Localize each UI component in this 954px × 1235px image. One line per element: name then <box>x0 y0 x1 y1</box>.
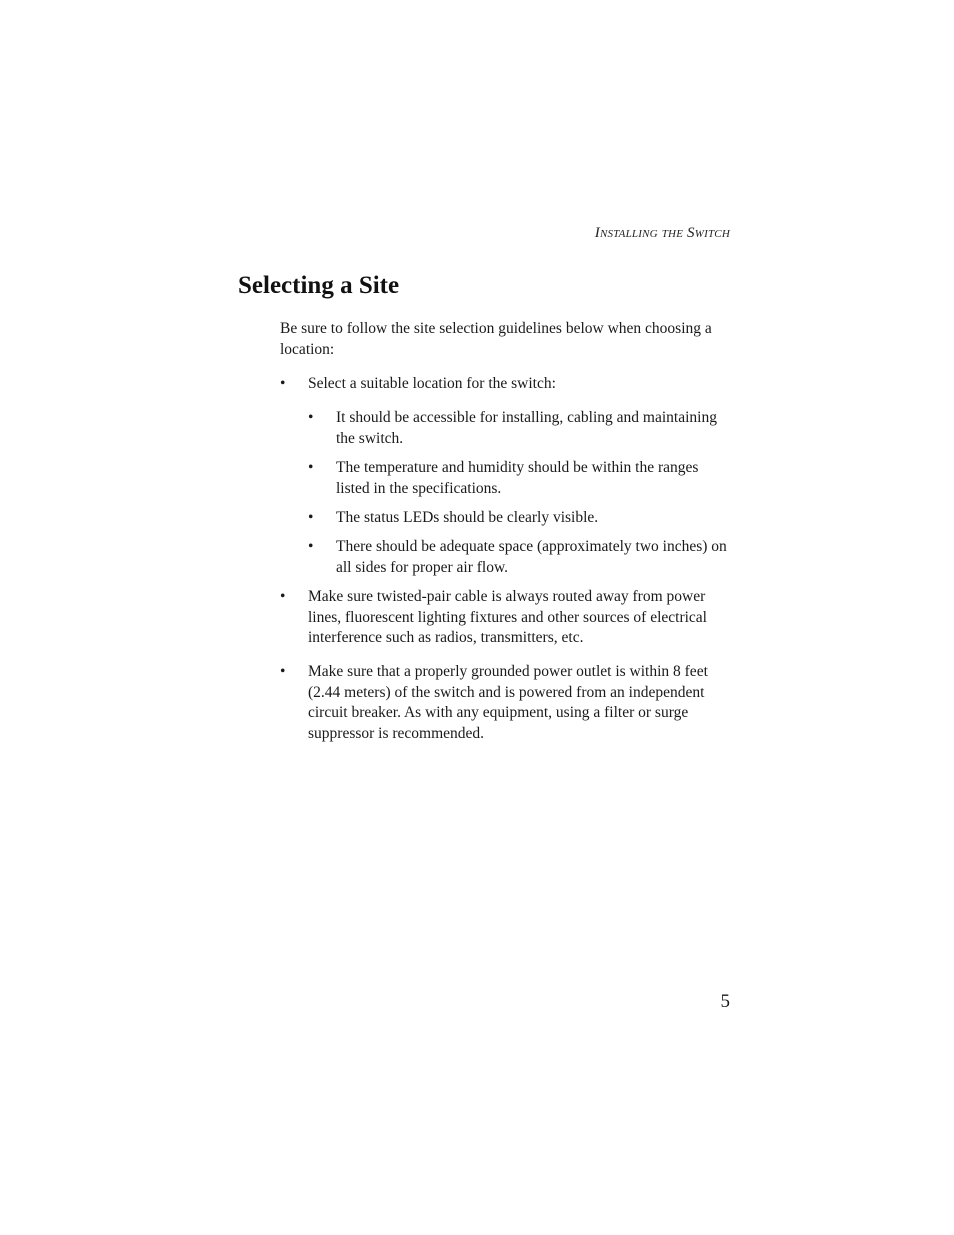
section-title: Selecting a Site <box>238 272 400 299</box>
sub-list-item-text: It should be accessible for installing, cabling and maintaining the switch. <box>336 409 717 447</box>
running-header: Installing the Switch <box>594 225 730 241</box>
bullet-marker: • <box>308 538 314 555</box>
sub-list-item-text: The temperature and humidity should be within the ranges listed in the specifications. <box>336 459 699 497</box>
bullet-marker: • <box>308 509 314 526</box>
page-number: 5 <box>720 991 730 1012</box>
sub-list-item <box>308 458 730 499</box>
bullet-marker: • <box>280 588 286 605</box>
sub-list-item <box>308 508 730 529</box>
sub-list-item <box>308 537 730 578</box>
intro-paragraph: Be sure to follow the site selection guidelines below when choosing a location: <box>280 320 712 358</box>
list-item <box>280 662 730 744</box>
bullet-marker: • <box>308 459 314 476</box>
list-item-text: Make sure twisted-pair cable is always routed away from power lines, fluorescent lighting fixtures and other sources of electrical interference such as radios, transmitters, etc. <box>308 588 707 646</box>
sub-list-item-text: There should be adequate space (approximately two inches) on all sides for proper air flow. <box>336 538 727 576</box>
sub-list-item-text: The status LEDs should be clearly visible. <box>336 509 599 526</box>
list-item-text: Make sure that a properly grounded power outlet is within 8 feet (2.44 meters) of the switch and is powered from an independent circuit breaker. As with any equipment, using a filter or surge suppressor is recommended. <box>308 663 708 742</box>
bullet-marker: • <box>280 375 286 392</box>
list-item-text: Select a suitable location for the switch: <box>308 375 556 392</box>
sub-list-item <box>308 408 730 449</box>
bullet-marker: • <box>280 663 286 680</box>
bullet-marker: • <box>308 409 314 426</box>
list-item <box>280 374 730 395</box>
list-item <box>280 587 730 649</box>
